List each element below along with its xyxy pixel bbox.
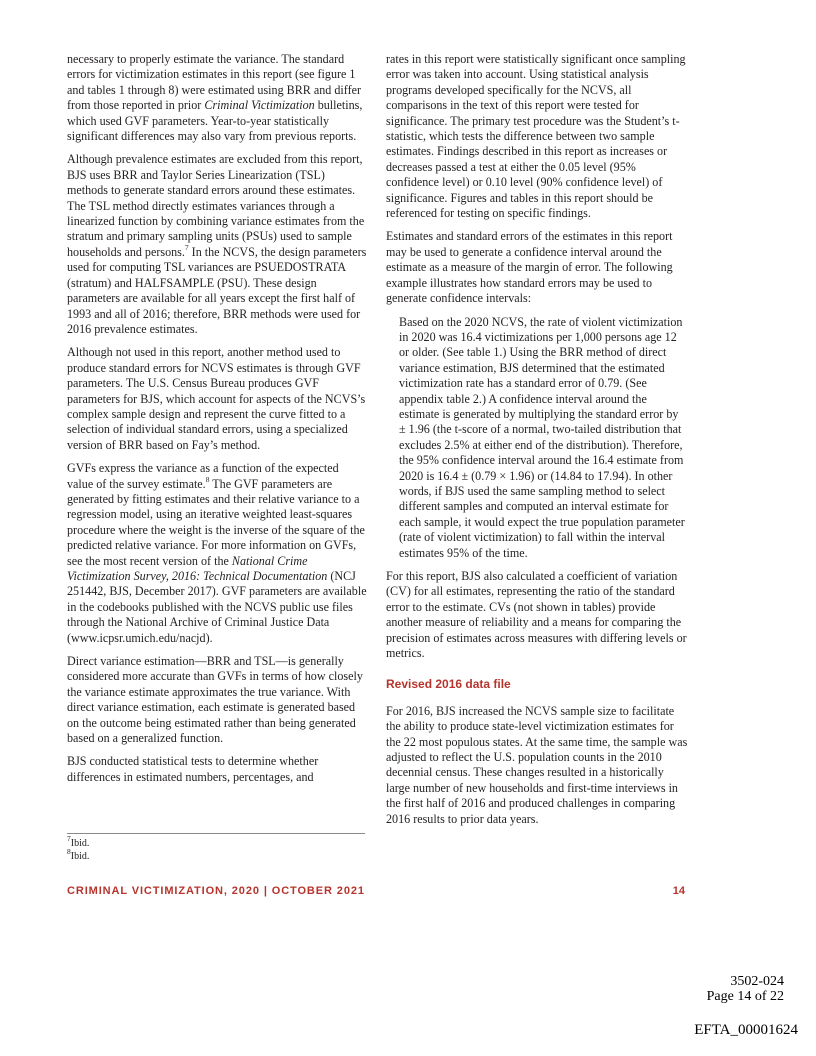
page-number: 14: [672, 885, 685, 897]
bates-stamp: [707, 974, 784, 1004]
paragraph: Although prevalence estimates are excluded from this report, BJS uses BRR and Taylor Series Linearization (TSL) methods to generate standard errors around these estimates. The TSL method directly estimates variances through a linearized function by combining variance estimates from the stratum and primary sampling units (PSUs) used to sample households and persons.$^7$ In the NCVS, the design parameters used for computing TSL variances are PSUEDOSTRATA (stratum) and HALFSAMPLE (PSU). These design parameters are available for all years except the first half of 1993 and all of 2016; therefore, BRR methods were used for 2016 prevalence estimates.: [67, 152, 367, 336]
footnote-ref[interactable]: 8: [205, 474, 210, 484]
paragraph: Direct variance estimation—BRR and TSL—is generally considered more accurate than GVFs in terms of how closely the variance estimate approximates the true variance. With direct variance estimation, each estimate is generated based on the outcome being estimated rather than being generated based on a generalized function.: [67, 654, 363, 746]
right-column: [386, 52, 688, 835]
publication-title: National Crime Victimization Survey, 2016: Technical Documentation: [67, 553, 328, 583]
case-number: 3502-024: [730, 974, 784, 989]
example-block: Based on the 2020 NCVS, the rate of violent victimization in 2020 was 16.4 victimizations per 1,000 persons age 12 or older. (See table 1.) Using the BRR method of direct variance estimation, BJS determined that the estimated victimization rate has a standard error of 0.79. (See appendix table 2.) A confidence interval around the estimate is generated by multiplying the standard error by ± 1.96 (the t-score of a normal, two-tailed distribution that excludes 2.5% at either end of the distribution). Therefore, the 95% confidence interval around the 16.4 estimate from 2020 is 16.4 ± (0.79 × 1.96) or (14.84 to 17.94). In other words, if BJS used the same sampling method to select different samples and computed an interval estimate for each sample, it would expect the true population parameter (rate of violent victimization) to fall within the interval estimates 95% of the time.: [399, 314, 685, 560]
paragraph: GVFs express the variance as a function of the expected value of the survey estimate.$^8$ The GVF parameters are generated by fitting estimates and their relative variance to a regression model, using an iterative weighted least-squares procedure where the weight is the inverse of the square of the predicted relative variance. For more information on GVFs, see the most recent version of the National Crime Victimization Survey, 2016: Technical Documentation (NCJ 251442, BJS, December 2017). GVF parameters are available in the codebooks published with the NCVS public use files through the National Archive of Criminal Justice Data (www.icpsr.umich.edu/nacjd).: [67, 461, 367, 645]
paragraph: Although not used in this report, another method used to produce standard errors for NCVS estimates is through GVF parameters. The U.S. Census Bureau produces GVF parameters for BJS, which account for aspects of the NCVS’s complex sample design and represent the curve fitted to a selection of individual standard errors, using a specialized version of BRR based on Fay’s method.: [67, 345, 366, 452]
section-heading: Revised 2016 data file: [386, 677, 511, 692]
paragraph: For 2016, BJS increased the NCVS sample size to facilitate the ability to produce state-level victimization estimates for the 22 most populous states. At the same time, the sample was adjusted to reflect the U.S. population counts in the 2010 decennial census. These changes resulted in a historically large number of new households and first-time interviews in the first half of 2016 and produced challenges in comparing 2016 results to prior data years.: [386, 703, 688, 826]
paragraph: For this report, BJS also calculated a coefficient of variation (CV) for all estimates, representing the ratio of the standard error to the estimate. CVs (not shown in tables) provide another measure of reliability and a means for comparing the precision of estimates across measures with differing levels or metrics.: [386, 569, 687, 661]
paragraph: rates in this report were statistically significant once sampling error was taken into account. Using statistical analysis programs developed specifically for the NCVS, all comparisons in the text of this report were tested for significance. The primary test procedure was the Student’s t-statistic, which tests the difference between two sample estimates. Findings described in this report as increases or decreases passed a test at either the 0.05 level (95% confidence level) or 0.10 level (90% confidence level) of significance. Figures and tables in this report should be referenced for testing on specific findings.: [386, 52, 686, 221]
efta-id: EFTA_00001624: [694, 1022, 798, 1038]
footer-title: CRIMINAL VICTIMIZATION, 2020 | OCTOBER 2021: [67, 885, 365, 897]
footnote-8: $^8$Ibid.: [67, 846, 90, 862]
paragraph: necessary to properly estimate the variance. The standard errors for victimization estimates in this report (see figure 1 and tables 1 through 8) were estimated using BRR and differ from those reported in prior Criminal Victimization bulletins, which used GVF parameters. Year-to-year statistically significant differences may also vary from previous reports.: [67, 52, 363, 144]
page-of: Page 14 of 22: [706, 989, 784, 1004]
left-column: [67, 52, 367, 793]
paragraph: BJS conducted statistical tests to determine whether differences in estimated numbers, percentages, and: [67, 754, 319, 784]
footnote-ref[interactable]: 7: [184, 242, 189, 252]
footnote-7: $^7$Ibid.: [67, 833, 90, 849]
paragraph: Estimates and standard errors of the estimates in this report may be used to generate a confidence interval around the estimate as a measure of the margin of error. The following example illustrates how standard errors may be used to generate confidence intervals:: [386, 229, 673, 306]
publication-title: Criminal Victimization: [204, 98, 315, 113]
footnotes: [67, 833, 365, 863]
